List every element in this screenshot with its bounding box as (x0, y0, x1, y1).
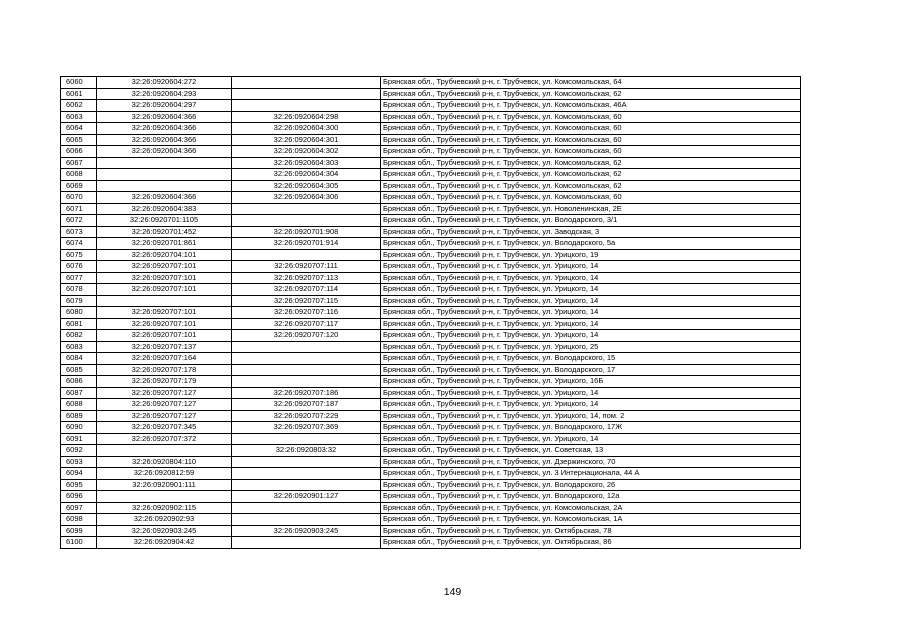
cadastral-number-cell: 32:26:0920707:101 (97, 272, 232, 284)
registry-table (60, 76, 801, 549)
sub-cadastral-number-cell: 32:26:0920707:114 (232, 284, 381, 296)
row-number: 6065 (61, 134, 97, 146)
cadastral-number-cell: 32:26:0920707:178 (97, 364, 232, 376)
table-row (61, 238, 801, 250)
address-cell: Брянская обл., Трубчевский р-н, г. Трубчевск, ул. Урицкого, 14 (381, 330, 801, 342)
cadastral-number-cell: 32:26:0920902:93 (97, 514, 232, 526)
sub-cadastral-number-cell (232, 376, 381, 388)
row-number: 6080 (61, 307, 97, 319)
address-cell: Брянская обл., Трубчевский р-н, г. Трубчевск, ул. Комсомольская, 60 (381, 146, 801, 158)
sub-cadastral-number-cell: 32:26:0920903:245 (232, 525, 381, 537)
cadastral-number-cell: 32:26:0920701:861 (97, 238, 232, 250)
table-row (61, 284, 801, 296)
cadastral-number-cell (97, 180, 232, 192)
table-row (61, 77, 801, 89)
cadastral-number-cell: 32:26:0920707:127 (97, 410, 232, 422)
row-number: 6072 (61, 215, 97, 227)
sub-cadastral-number-cell (232, 88, 381, 100)
row-number: 6066 (61, 146, 97, 158)
row-number: 6089 (61, 410, 97, 422)
table-row (61, 249, 801, 261)
sub-cadastral-number-cell: 32:26:0920707:186 (232, 387, 381, 399)
table-row (61, 180, 801, 192)
address-cell: Брянская обл., Трубчевский р-н, г. Трубчевск, ул. Урицкого, 14 (381, 261, 801, 273)
row-number: 6069 (61, 180, 97, 192)
table-row (61, 146, 801, 158)
table-row (61, 364, 801, 376)
cadastral-number-cell: 32:26:0920707:101 (97, 330, 232, 342)
address-cell: Брянская обл., Трубчевский р-н, г. Трубчевск, ул. Октябрьская, 78 (381, 525, 801, 537)
table-row (61, 468, 801, 480)
sub-cadastral-number-cell: 32:26:0920707:117 (232, 318, 381, 330)
table-row (61, 203, 801, 215)
table-row (61, 318, 801, 330)
address-cell: Брянская обл., Трубчевский р-н, г. Трубчевск, ул. Урицкого, 14, пом. 2 (381, 410, 801, 422)
address-cell: Брянская обл., Трубчевский р-н, г. Трубчевск, ул. Урицкого, 16Б (381, 376, 801, 388)
table-row (61, 134, 801, 146)
sub-cadastral-number-cell (232, 77, 381, 89)
sub-cadastral-number-cell: 32:26:0920604:300 (232, 123, 381, 135)
cadastral-number-cell: 32:26:0920707:101 (97, 284, 232, 296)
table-row (61, 433, 801, 445)
table-row (61, 192, 801, 204)
cadastral-number-cell: 32:26:0920902:115 (97, 502, 232, 514)
sub-cadastral-number-cell: 32:26:0920604:306 (232, 192, 381, 204)
row-number: 6077 (61, 272, 97, 284)
cadastral-number-cell: 32:26:0920701:452 (97, 226, 232, 238)
table-row (61, 272, 801, 284)
address-cell: Брянская обл., Трубчевский р-н, г. Трубчевск, ул. Урицкого, 19 (381, 249, 801, 261)
row-number: 6070 (61, 192, 97, 204)
cadastral-number-cell: 32:26:0920707:101 (97, 261, 232, 273)
cadastral-number-cell (97, 491, 232, 503)
address-cell: Брянская обл., Трубчевский р-н, г. Трубчевск, ул. Заводская, 3 (381, 226, 801, 238)
address-cell: Брянская обл., Трубчевский р-н, г. Трубчевск, ул. Урицкого, 14 (381, 295, 801, 307)
table-row (61, 215, 801, 227)
table-row (61, 514, 801, 526)
row-number: 6062 (61, 100, 97, 112)
cadastral-number-cell: 32:26:0920604:366 (97, 134, 232, 146)
sub-cadastral-number-cell: 32:26:0920604:303 (232, 157, 381, 169)
cadastral-number-cell: 32:26:0920604:383 (97, 203, 232, 215)
address-cell: Брянская обл., Трубчевский р-н, г. Трубчевск, ул. Комсомольская, 62 (381, 180, 801, 192)
address-cell: Брянская обл., Трубчевский р-н, г. Трубчевск, ул. Комсомольская, 46А (381, 100, 801, 112)
row-number: 6097 (61, 502, 97, 514)
cadastral-number-cell: 32:26:0920707:372 (97, 433, 232, 445)
row-number: 6082 (61, 330, 97, 342)
cadastral-number-cell: 32:26:0920904:42 (97, 537, 232, 549)
row-number: 6079 (61, 295, 97, 307)
cadastral-number-cell: 32:26:0920707:127 (97, 387, 232, 399)
address-cell: Брянская обл., Трубчевский р-н, г. Трубчевск, ул. Комсомольская, 60 (381, 123, 801, 135)
cadastral-number-cell: 32:26:0920707:164 (97, 353, 232, 365)
cadastral-number-cell: 32:26:0920707:179 (97, 376, 232, 388)
sub-cadastral-number-cell: 32:26:0920701:908 (232, 226, 381, 238)
address-cell: Брянская обл., Трубчевский р-н, г. Трубчевск, ул. Комсомольская, 62 (381, 157, 801, 169)
cadastral-number-cell: 32:26:0920707:127 (97, 399, 232, 411)
address-cell: Брянская обл., Трубчевский р-н, г. Трубчевск, ул. Володарского, 3/1 (381, 215, 801, 227)
sub-cadastral-number-cell: 32:26:0920604:301 (232, 134, 381, 146)
sub-cadastral-number-cell (232, 215, 381, 227)
table-row (61, 537, 801, 549)
table-row (61, 261, 801, 273)
sub-cadastral-number-cell: 32:26:0920707:229 (232, 410, 381, 422)
address-cell: Брянская обл., Трубчевский р-н, г. Трубчевск, ул. Советская, 13 (381, 445, 801, 457)
table-row (61, 88, 801, 100)
sub-cadastral-number-cell (232, 468, 381, 480)
cadastral-number-cell: 32:26:0920604:272 (97, 77, 232, 89)
row-number: 6091 (61, 433, 97, 445)
table-row (61, 456, 801, 468)
cadastral-number-cell: 32:26:0920707:345 (97, 422, 232, 434)
address-cell: Брянская обл., Трубчевский р-н, г. Трубчевск, ул. Комсомольская, 1А (381, 514, 801, 526)
sub-cadastral-number-cell: 32:26:0920707:369 (232, 422, 381, 434)
row-number: 6096 (61, 491, 97, 503)
row-number: 6061 (61, 88, 97, 100)
row-number: 6098 (61, 514, 97, 526)
address-cell: Брянская обл., Трубчевский р-н, г. Трубчевск, ул. Володарского, 15 (381, 353, 801, 365)
sub-cadastral-number-cell: 32:26:0920604:298 (232, 111, 381, 123)
sub-cadastral-number-cell: 32:26:0920707:187 (232, 399, 381, 411)
sub-cadastral-number-cell: 32:26:0920701:914 (232, 238, 381, 250)
table-row (61, 376, 801, 388)
table-row (61, 525, 801, 537)
address-cell: Брянская обл., Трубчевский р-н, г. Трубчевск, ул. Комсомольская, 2А (381, 502, 801, 514)
cadastral-number-cell (97, 445, 232, 457)
cadastral-number-cell: 32:26:0920604:366 (97, 146, 232, 158)
row-number: 6064 (61, 123, 97, 135)
address-cell: Брянская обл., Трубчевский р-н, г. Трубчевск, ул. Дзержинского, 70 (381, 456, 801, 468)
row-number: 6076 (61, 261, 97, 273)
address-cell: Брянская обл., Трубчевский р-н, г. Трубчевск, ул. Урицкого, 14 (381, 387, 801, 399)
sub-cadastral-number-cell: 32:26:0920604:302 (232, 146, 381, 158)
sub-cadastral-number-cell (232, 502, 381, 514)
table-row (61, 226, 801, 238)
sub-cadastral-number-cell: 32:26:0920707:111 (232, 261, 381, 273)
sub-cadastral-number-cell (232, 341, 381, 353)
row-number: 6060 (61, 77, 97, 89)
sub-cadastral-number-cell: 32:26:0920707:115 (232, 295, 381, 307)
row-number: 6087 (61, 387, 97, 399)
address-cell: Брянская обл., Трубчевский р-н, г. Трубчевск, ул. Комсомольская, 60 (381, 111, 801, 123)
sub-cadastral-number-cell: 32:26:0920803:32 (232, 445, 381, 457)
cadastral-number-cell (97, 295, 232, 307)
table-row (61, 330, 801, 342)
cadastral-number-cell: 32:26:0920604:293 (97, 88, 232, 100)
cadastral-number-cell (97, 157, 232, 169)
cadastral-number-cell: 32:26:0920804:110 (97, 456, 232, 468)
row-number: 6073 (61, 226, 97, 238)
row-number: 6085 (61, 364, 97, 376)
address-cell: Брянская обл., Трубчевский р-н, г. Трубчевск, ул. Комсомольская, 62 (381, 88, 801, 100)
row-number: 6075 (61, 249, 97, 261)
sub-cadastral-number-cell (232, 514, 381, 526)
table-row (61, 491, 801, 503)
row-number: 6095 (61, 479, 97, 491)
table-row (61, 341, 801, 353)
sub-cadastral-number-cell: 32:26:0920604:304 (232, 169, 381, 181)
cadastral-number-cell: 32:26:0920604:366 (97, 192, 232, 204)
sub-cadastral-number-cell (232, 537, 381, 549)
table-row (61, 445, 801, 457)
address-cell: Брянская обл., Трубчевский р-н, г. Трубчевск, ул. Володарского, 17Ж (381, 422, 801, 434)
sub-cadastral-number-cell: 32:26:0920604:305 (232, 180, 381, 192)
cadastral-number-cell: 32:26:0920704:101 (97, 249, 232, 261)
address-cell: Брянская обл., Трубчевский р-н, г. Трубчевск, ул. Урицкого, 14 (381, 284, 801, 296)
address-cell: Брянская обл., Трубчевский р-н, г. Трубчевск, ул. Урицкого, 14 (381, 399, 801, 411)
table-row (61, 502, 801, 514)
row-number: 6083 (61, 341, 97, 353)
cadastral-number-cell: 32:26:0920903:245 (97, 525, 232, 537)
row-number: 6074 (61, 238, 97, 250)
address-cell: Брянская обл., Трубчевский р-н, г. Трубчевск, ул. Комсомольская, 64 (381, 77, 801, 89)
row-number: 6092 (61, 445, 97, 457)
table-row (61, 111, 801, 123)
sub-cadastral-number-cell (232, 456, 381, 468)
address-cell: Брянская обл., Трубчевский р-н, г. Трубчевск, ул. Урицкого, 14 (381, 307, 801, 319)
table-row (61, 399, 801, 411)
sub-cadastral-number-cell (232, 249, 381, 261)
row-number: 6067 (61, 157, 97, 169)
address-cell: Брянская обл., Трубчевский р-н, г. Трубчевск, ул. Володарского, 26 (381, 479, 801, 491)
sub-cadastral-number-cell (232, 353, 381, 365)
address-cell: Брянская обл., Трубчевский р-н, г. Трубчевск, ул. Урицкого, 14 (381, 433, 801, 445)
sub-cadastral-number-cell (232, 203, 381, 215)
row-number: 6084 (61, 353, 97, 365)
table-row (61, 123, 801, 135)
cadastral-number-cell: 32:26:0920604:366 (97, 111, 232, 123)
address-cell: Брянская обл., Трубчевский р-н, г. Трубчевск, ул. Новоленинская, 2Е (381, 203, 801, 215)
cadastral-number-cell: 32:26:0920812:59 (97, 468, 232, 480)
row-number: 6088 (61, 399, 97, 411)
row-number: 6100 (61, 537, 97, 549)
row-number: 6068 (61, 169, 97, 181)
sub-cadastral-number-cell: 32:26:0920901:127 (232, 491, 381, 503)
address-cell: Брянская обл., Трубчевский р-н, г. Трубчевск, ул. Урицкого, 25 (381, 341, 801, 353)
sub-cadastral-number-cell (232, 479, 381, 491)
address-cell: Брянская обл., Трубчевский р-н, г. Трубчевск, ул. Урицкого, 14 (381, 272, 801, 284)
address-cell: Брянская обл., Трубчевский р-н, г. Трубчевск, ул. Володарского, 5а (381, 238, 801, 250)
cadastral-number-cell (97, 169, 232, 181)
table-row (61, 169, 801, 181)
table-row (61, 410, 801, 422)
cadastral-number-cell: 32:26:0920604:366 (97, 123, 232, 135)
address-cell: Брянская обл., Трубчевский р-н, г. Трубчевск, ул. Октябрьская, 86 (381, 537, 801, 549)
row-number: 6063 (61, 111, 97, 123)
address-cell: Брянская обл., Трубчевский р-н, г. Трубчевск, ул. Комсомольская, 60 (381, 134, 801, 146)
address-cell: Брянская обл., Трубчевский р-н, г. Трубчевск, ул. Володарского, 17 (381, 364, 801, 376)
address-cell: Брянская обл., Трубчевский р-н, г. Трубчевск, ул. 3 Интернационала, 44 А (381, 468, 801, 480)
row-number: 6094 (61, 468, 97, 480)
row-number: 6078 (61, 284, 97, 296)
cadastral-number-cell: 32:26:0920707:137 (97, 341, 232, 353)
address-cell: Брянская обл., Трубчевский р-н, г. Трубчевск, ул. Урицкого, 14 (381, 318, 801, 330)
sub-cadastral-number-cell (232, 433, 381, 445)
table-row (61, 479, 801, 491)
row-number: 6081 (61, 318, 97, 330)
address-cell: Брянская обл., Трубчевский р-н, г. Трубчевск, ул. Володарского, 12а (381, 491, 801, 503)
cadastral-number-cell: 32:26:0920707:101 (97, 307, 232, 319)
row-number: 6086 (61, 376, 97, 388)
table-row (61, 422, 801, 434)
table-row (61, 295, 801, 307)
page-number: 149 (443, 586, 462, 598)
row-number: 6099 (61, 525, 97, 537)
cadastral-number-cell: 32:26:0920701:1105 (97, 215, 232, 227)
cadastral-number-cell: 32:26:0920604:297 (97, 100, 232, 112)
table-row (61, 100, 801, 112)
table-row (61, 387, 801, 399)
table-row (61, 353, 801, 365)
sub-cadastral-number-cell: 32:26:0920707:116 (232, 307, 381, 319)
cadastral-number-cell: 32:26:0920707:101 (97, 318, 232, 330)
sub-cadastral-number-cell: 32:26:0920707:120 (232, 330, 381, 342)
row-number: 6093 (61, 456, 97, 468)
table-row (61, 307, 801, 319)
table-row (61, 157, 801, 169)
row-number: 6090 (61, 422, 97, 434)
sub-cadastral-number-cell: 32:26:0920707:113 (232, 272, 381, 284)
address-cell: Брянская обл., Трубчевский р-н, г. Трубчевск, ул. Комсомольская, 62 (381, 169, 801, 181)
address-cell: Брянская обл., Трубчевский р-н, г. Трубчевск, ул. Комсомольская, 60 (381, 192, 801, 204)
sub-cadastral-number-cell (232, 100, 381, 112)
registry-body (61, 77, 801, 549)
row-number: 6071 (61, 203, 97, 215)
cadastral-number-cell: 32:26:0920901:111 (97, 479, 232, 491)
sub-cadastral-number-cell (232, 364, 381, 376)
